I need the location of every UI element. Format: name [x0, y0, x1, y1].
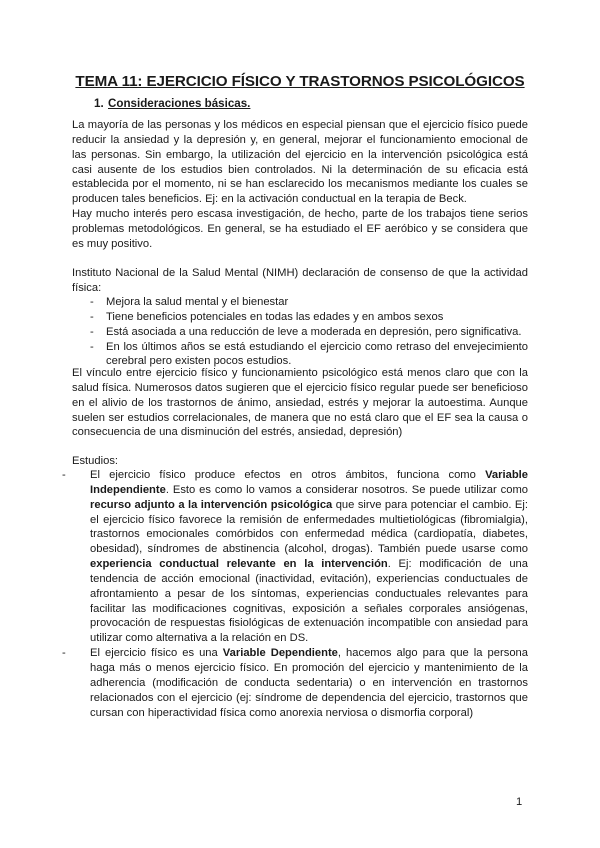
section-heading — [94, 96, 250, 112]
list-item-text: En los últimos años se está estudiando el ejercicio como retraso del envejecimiento cerebral pero existen pocos estudios. — [106, 340, 528, 368]
nimh-paragraph: Instituto Nacional de la Salud Mental (NIMH) declaración de consenso de que la actividad física: — [72, 267, 528, 294]
list-item — [72, 310, 528, 325]
study-item-dependent — [62, 646, 528, 720]
study-emphasis: Variable Independiente — [90, 469, 528, 496]
dash-bullet: - — [62, 469, 66, 481]
link-paragraph: El vínculo entre ejercicio físico y funcionamiento psicológico está menos claro que con la salud física. Numerosos datos sugieren que el ejercicio físico regular puede ser beneficioso en el alivio de los trastornos de ánimo, ansiedad, estrés y mejorar la autoestima. Aunque suelen ser estudios correlacionales, de manera que no está claro que el EF sea la causa o consecuencia de una disminución del estrés, ansiedad, depresión) — [72, 367, 528, 439]
study-text: . Esto es como lo vamos a considerar nosotros. Se puede utilizar como — [165, 483, 528, 496]
dash-bullet: - — [90, 325, 94, 338]
document-title: TEMA 11: EJERCICIO FÍSICO Y TRASTORNOS PSICOLÓGICOS — [75, 73, 525, 90]
nimh-list — [72, 295, 528, 369]
dash-bullet: - — [90, 340, 94, 353]
studies-heading: Estudios: — [72, 455, 119, 467]
dash-bullet: - — [62, 647, 66, 660]
study-text: . Ej: modificación de una tendencia de acción emocional (inactividad, evitación), experiencias conductuales de afrontamiento a pesar de los síntomas, experiencias conductuales relevantes para facilitar las modificaciones cognitivas, exposición a señales corporales ansiógenas, provocación de respuestas fisiológicas de extenuación incompatible con ansiedad para utilizar como alternativa a la relación en DS. — [90, 558, 528, 645]
study-text: , hacemos algo para que la persona haga más o menos ejercicio físico. En promoción del ejercicio y mantenimiento de la adherencia (modificación de conducta sedentaria) o en intervención en trastornos relacionados con el ejercicio (ej: síndrome de dependencia del ejercicio, trastornos que cursan con hiperactividad física como anorexia nerviosa o dismorfia corporal) — [90, 647, 528, 719]
study-item-independent — [62, 468, 528, 646]
study-emphasis: recurso adjunto a la intervención psicológica — [90, 498, 333, 511]
list-item-text: Mejora la salud mental y el bienestar — [106, 296, 289, 308]
section-number: 1. — [94, 97, 104, 110]
list-item — [72, 340, 528, 370]
study-text: que sirve para potenciar el cambio. Ej: el ejercicio físico favorece la remisión de enfermedades multietiológicas (fibromialgia), trastornos emocionales comórbidos con enfermedad médica (cardiopatía, diabetes, obesidad), síndromes de abstinencia (alcohol, drogas). También puede usarse como — [90, 498, 528, 556]
study-emphasis: experiencia conductual relevante en la intervención — [90, 558, 388, 571]
dash-bullet: - — [90, 310, 94, 323]
list-item-text: Está asociada a una reducción de leve a moderada en depresión, pero significativa. — [106, 325, 522, 338]
dash-bullet: - — [90, 296, 94, 308]
research-paragraph: Hay mucho interés pero escasa investigación, de hecho, parte de los trabajos tiene serios problemas metodológicos. En general, se ha estudiado el EF aeróbico y se considera que es muy positivo. — [72, 208, 528, 250]
studies-list — [62, 468, 528, 720]
section-title: Consideraciones básicas. — [108, 97, 251, 110]
list-item — [72, 295, 528, 310]
page-number: 1 — [516, 796, 523, 808]
list-item — [72, 325, 528, 340]
list-item-text: Tiene beneficios potenciales en todas las edades y en ambos sexos — [106, 310, 444, 323]
study-text: El ejercicio físico produce efectos en otros ámbitos, funciona como — [90, 469, 486, 481]
study-emphasis: Variable Dependiente — [222, 647, 338, 660]
intro-paragraph: La mayoría de las personas y los médicos en especial piensan que el ejercicio físico puede reducir la ansiedad y la depresión y, en general, mejorar el funcionamiento emocional de las personas. Sin embargo, la utilización del ejercicio en la intervención psicológica está casi ausente de los estudios bien controlados. Ni la determinación de su eficacia está establecida por el momento, ni se han esclarecido los mecanismos mediante los cuales se producen tales beneficios. Ej: en la activación conductual en la terapia de Beck. — [72, 119, 528, 206]
study-text: El ejercicio físico es una — [90, 647, 223, 660]
